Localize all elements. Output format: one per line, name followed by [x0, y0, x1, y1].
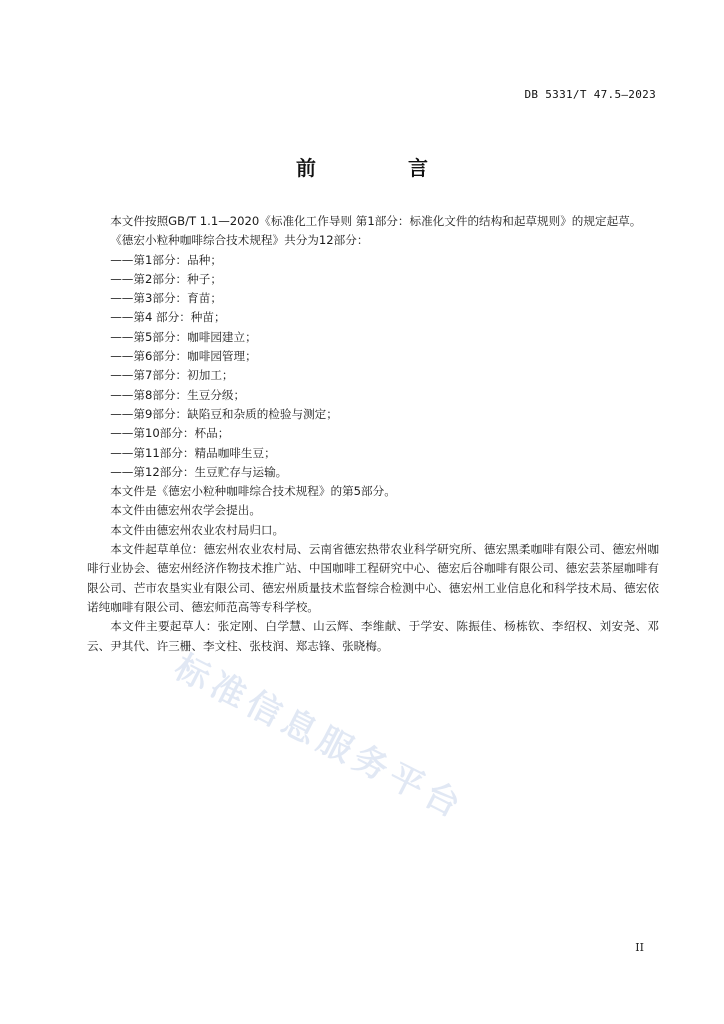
list-item: ——第12部分：生豆贮存与运输。 — [110, 464, 288, 479]
list-item: ——第9部分：缺陷豆和杂质的检验与测定； — [110, 406, 338, 421]
drafters-paragraph: 本文件主要起草人：张定刚、白学慧、山云辉、李维献、于学安、陈振佳、杨栋钦、李绍权、刘安尧、邓云、尹其代、许三栅、李文柱、张枝润、郑志锋、张晓梅。 — [87, 619, 659, 653]
page-number: II — [635, 941, 644, 954]
list-item: ——第3部分：育苗； — [110, 291, 222, 306]
parts-intro-paragraph: 《德宏小粒种咖啡综合技术规程》共分为12部分： — [110, 233, 369, 248]
list-item: ——第10部分：杯品； — [110, 426, 230, 441]
list-item: ——第7部分：初加工； — [110, 368, 234, 383]
parts-list — [87, 251, 659, 483]
proposer-paragraph: 本文件由德宏州农学会提出。 — [110, 503, 261, 518]
drafting-basis-paragraph: 本文件按照GB/T 1.1—2020《标准化工作导则 第1部分：标准化文件的结构和起草规则》的规定起草。 — [110, 214, 642, 228]
part-statement-paragraph: 本文件是《德宏小粒种咖啡综合技术规程》的第5部分。 — [110, 484, 396, 499]
list-item: ——第8部分：生豆分级； — [110, 387, 246, 402]
page-title: 前 言 — [296, 156, 464, 180]
foreword-body — [87, 212, 659, 656]
list-item: ——第6部分：咖啡园管理； — [110, 349, 257, 364]
list-item: ——第2部分：种子； — [110, 271, 222, 286]
list-item: ——第4 部分：种苗； — [110, 310, 226, 325]
administrator-paragraph: 本文件由德宏州农业农村局归口。 — [110, 522, 285, 537]
list-item: ——第11部分：精品咖啡生豆； — [110, 445, 276, 460]
list-item: ——第1部分：品种； — [110, 252, 222, 267]
drafting-units-paragraph: 本文件起草单位：德宏州农业农村局、云南省德宏热带农业科学研究所、德宏黑柔咖啡有限公司、德宏州咖啡行业协会、德宏州经济作物技术推广站、中国咖啡工程研究中心、德宏后谷咖啡有限公司、德宏芸茶屋咖啡有限公司、芒市农垦实业有限公司、德宏州质量技术监督综合检测中心、德宏州工业信息化和科学技术局、德宏依诺纯咖啡有限公司、德宏师范高等专科学校。 — [87, 542, 659, 614]
list-item: ——第5部分：咖啡园建立； — [110, 329, 257, 344]
document-code: DB 5331/T 47.5—2023 — [524, 88, 656, 101]
watermark: 标准信息服务平台 — [168, 647, 472, 829]
